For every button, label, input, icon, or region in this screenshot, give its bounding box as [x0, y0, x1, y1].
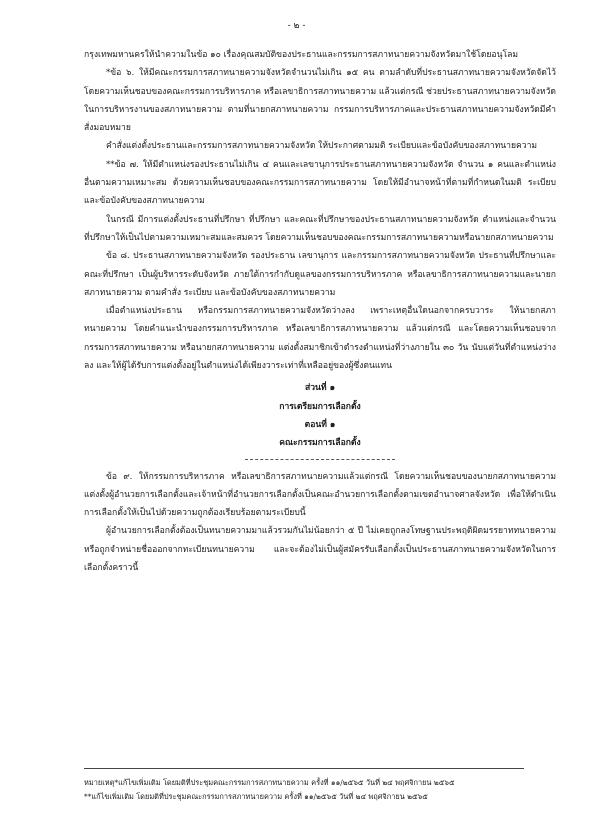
footnote-divider: [84, 768, 524, 769]
part-title: การเตรียมการเลือกตั้ง: [279, 401, 361, 412]
paragraph-vacancy: เมื่อตำแหน่งประธาน หรือกรรมการสภาทนายความจังหวัดว่างลง เพราะเหตุอื่นใดนอกจากครบวาระ ให้นายกสภาทนายความ โดยคำแนะนำของกรรมการบริหารภาค หรือเลขาธิการสภาทนายความ แล้วแต่กรณี และโดยความเห็นชอบจากกรรมการสภาทนายความ หรือนายกสภาทนายความ แต่งตั้งสมาชิกเข้าดำรงตำแหน่งที่ว่างภายใน ๓๐ วัน นับแต่วันที่ตำแหน่งว่างลง และให้ผู้ได้รับการแต่งตั้งอยู่ในตำแหน่งได้เพียงวาระเท่าที่เหลืออยู่ของผู้ซึ่งตนแทน: [84, 306, 556, 372]
paragraph-advisors: ในกรณี มีการแต่งตั้งประธานที่ปรึกษา ที่ปรึกษา และคณะที่ปรึกษาของประธานสภาทนายความจังหวัด ตำแหน่งและจำนวนที่ปรึกษาให้เป็นไปตามความเหมาะสมและสมควร โดยความเห็นชอบของคณะกรรมการสภาทนายความหรือนายกสภาทนายความ: [84, 214, 556, 243]
heading-separator: [245, 459, 395, 460]
document-body: [84, 46, 556, 577]
page-number: - ๒ -: [287, 21, 306, 31]
paragraph-director-qualifications: ผู้อำนวยการเลือกตั้งต้องเป็นทนายความมาแล้วรวมกันไม่น้อยกว่า ๕ ปี ไม่เคยถูกลงโทษฐานประพฤติผิดมรรยาททนายความหรือถูกจำหน่ายชื่อออกจากทะเบียนทนายความ และจะต้องไม่เป็นผู้สมัครรับเลือกตั้งเป็นประธานสภาทนายความจังหวัดในการเลือกตั้งคราวนี้: [84, 526, 556, 574]
paragraph-appointment-order: คำสั่งแต่งตั้งประธานและกรรมการสภาทนายความจังหวัด ให้ประกาศตามมติ ระเบียบและข้อบังคับของสภาทนายความ: [106, 141, 538, 152]
section-heading: ตอนที่ ๑: [304, 419, 336, 430]
footnotes: [84, 776, 556, 803]
footnote-2: **แก้ไขเพิ่มเติม โดยมติที่ประชุมคณะกรรมการสภาทนายความ ครั้งที่ ๑๑/๒๕๖๕ วันที่ ๒๔ พฤศจิกายน ๒๕๖๕: [84, 791, 428, 801]
paragraph-article-7: **ข้อ ๗. ให้มีตำแหน่งรองประธานไม่เกิน ๔ คนและเลขานุการประธานสภาทนายความจังหวัด จำนวน ๑ คนและตำแหน่งอื่นตามความเหมาะสม ด้วยความเห็นชอบของคณะกรรมการสภาทนายความ โดยให้มีอำนาจหน้าที่ตามที่กำหนดในมติ ระเบียบ และข้อบังคับของสภาทนายความ: [84, 159, 556, 207]
paragraph-article-6: *ข้อ ๖. ให้มีคณะกรรมการสภาทนายความจังหวัดจำนวนไม่เกิน ๑๕ คน ตามลำดับที่ประธานสภาทนายความจังหวัดจัดไว้ โดยความเห็นชอบของคณะกรรมการบริหารภาค หรือเลขาธิการสภาทนายความ แล้วแต่กรณี ช่วยประธานสภาทนายความจังหวัดในการบริหารงานของสภาทนายความ ตามที่นายกสภาทนายความ กรรมการบริหารภาคและประธานสภาทนายความจังหวัดมีคำสั่งมอบหมาย: [84, 68, 556, 134]
paragraph-continuation: กรุงเทพมหานครให้นำความในข้อ ๑๐ เรื่องคุณสมบัติของประธานและกรรมการสภาทนายความจังหวัดมาใช้โดยอนุโลม: [84, 50, 519, 60]
section-title: คณะกรรมการเลือกตั้ง: [279, 438, 361, 449]
part-heading: ส่วนที่ ๑: [304, 383, 336, 394]
paragraph-article-9: ข้อ ๙. ให้กรรมการบริหารภาค หรือเลขาธิการสภาทนายความแล้วแต่กรณี โดยความเห็นชอบของนายกสภาทนายความแต่งตั้งผู้อำนวยการเลือกตั้งและเจ้าหน้าที่อำนวยการเลือกตั้งเป็นคณะอำนวยการเลือกตั้งตามเขตอำนาจศาลจังหวัด เพื่อให้ดำเนินการเลือกตั้งให้เป็นไปด้วยความถูกต้องเรียบร้อยตามระเบียบนี้: [84, 471, 556, 519]
footnote-1: หมายเหตุ*แก้ไขเพิ่มเติม โดยมติที่ประชุมคณะกรรมการสภาทนายความ ครั้งที่ ๑๑/๒๕๖๕ วันที่ ๒๔ พฤศจิกายน ๒๕๖๕: [84, 778, 455, 787]
paragraph-article-8: ข้อ ๘. ประธานสภาทนายความจังหวัด รองประธาน เลขานุการ และกรรมการสภาทนายความจังหวัด ประธานที่ปรึกษาและคณะที่ปรึกษา เป็นผู้บริหารระดับจังหวัด ภายใต้การกำกับดูแลของกรรมการบริหารภาค หรือเลขาธิการสภาทนายความและนายกสภาทนายความ ตามคำสั่ง ระเบียบ และข้อบังคับของสภาทนายความ: [84, 251, 556, 298]
